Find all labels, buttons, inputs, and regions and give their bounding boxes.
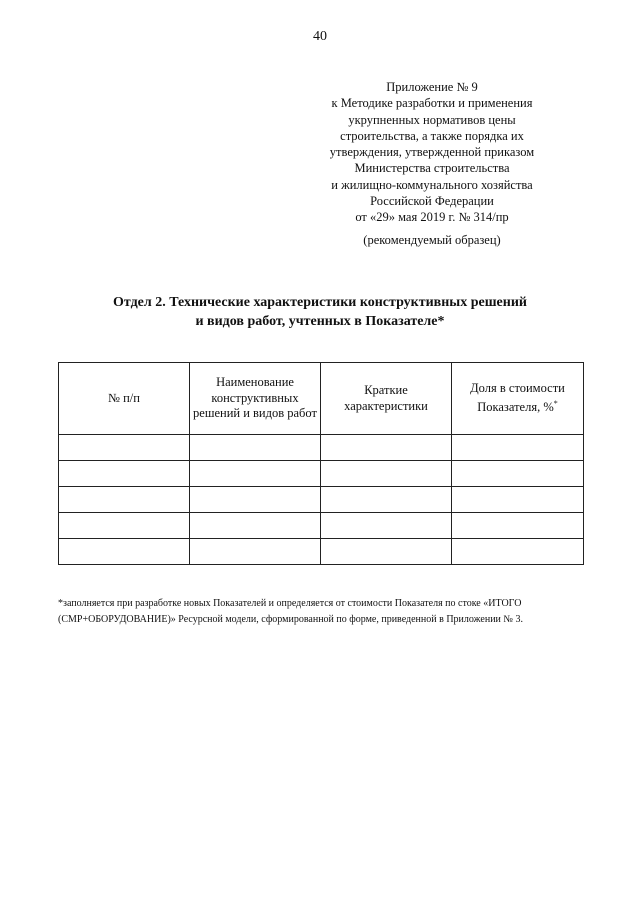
table-cell[interactable]	[452, 461, 584, 487]
column-header-name	[190, 363, 321, 435]
appendix-block	[312, 79, 552, 226]
table-cell[interactable]	[59, 461, 190, 487]
appendix-line: Российской Федерации	[370, 194, 494, 209]
table-cell[interactable]	[452, 435, 584, 461]
table-cell[interactable]	[59, 539, 190, 565]
column-header-share	[452, 363, 584, 435]
table-row	[59, 513, 584, 539]
section-title-line: и видов работ, учтенных в Показателе*	[195, 314, 445, 329]
page-number: 40	[313, 29, 327, 44]
column-header-characteristics	[321, 363, 452, 435]
column-header-number	[59, 363, 190, 435]
table-cell[interactable]	[190, 513, 321, 539]
table-cell[interactable]	[452, 539, 584, 565]
table-cell[interactable]	[321, 513, 452, 539]
table-cell[interactable]	[59, 487, 190, 513]
column-header-share-label: Доля в стоимости Показателя, %	[470, 380, 565, 415]
appendix-line: строительства, а также порядка их	[340, 128, 524, 143]
appendix-line: Приложение № 9	[386, 80, 478, 94]
column-header-number-label: № п/п	[108, 390, 140, 405]
section-title	[60, 293, 580, 331]
table-cell[interactable]	[190, 539, 321, 565]
column-header-characteristics-label: Краткие характеристики	[344, 383, 428, 413]
appendix-line: укрупненных нормативов цены	[348, 112, 516, 127]
table-header-row	[59, 363, 584, 435]
table-cell[interactable]	[190, 435, 321, 461]
appendix-line: от «29» мая 2019 г. № 314/пр	[355, 210, 509, 225]
footnote-line: (СМР+ОБОРУДОВАНИЕ)» Ресурсной модели, сформированной по форме, приведенной в Приложении № 3.	[58, 614, 523, 625]
table-cell[interactable]	[321, 435, 452, 461]
appendix-line: Министерства строительства	[354, 161, 510, 176]
appendix-line: к Методике разработки и применения	[331, 96, 533, 111]
table-row	[59, 461, 584, 487]
table-cell[interactable]	[321, 461, 452, 487]
footnote	[58, 596, 618, 628]
table-cell[interactable]	[452, 487, 584, 513]
table-row	[59, 539, 584, 565]
appendix-line: утверждения, утвержденной приказом	[329, 145, 535, 160]
appendix-line: и жилищно-коммунального хозяйства	[331, 177, 533, 192]
table-cell[interactable]	[190, 461, 321, 487]
table-cell[interactable]	[59, 435, 190, 461]
specifications-table	[58, 362, 584, 565]
column-header-name-label: Наименование конструктивных решений и видов работ	[193, 375, 317, 421]
footnote-line: *заполняется при разработке новых Показателей и определяется от стоимости Показателя по стоке «ИТОГО	[58, 598, 522, 609]
section-title-line: Отдел 2. Технические характеристики конструктивных решений	[113, 295, 527, 310]
table-row	[59, 435, 584, 461]
table-cell[interactable]	[452, 513, 584, 539]
table-cell[interactable]	[321, 487, 452, 513]
sample-note: (рекомендуемый образец)	[363, 233, 501, 247]
table-cell[interactable]	[190, 487, 321, 513]
table-row	[59, 487, 584, 513]
footnote-mark: *	[553, 399, 558, 409]
table-cell[interactable]	[59, 513, 190, 539]
table-cell[interactable]	[321, 539, 452, 565]
